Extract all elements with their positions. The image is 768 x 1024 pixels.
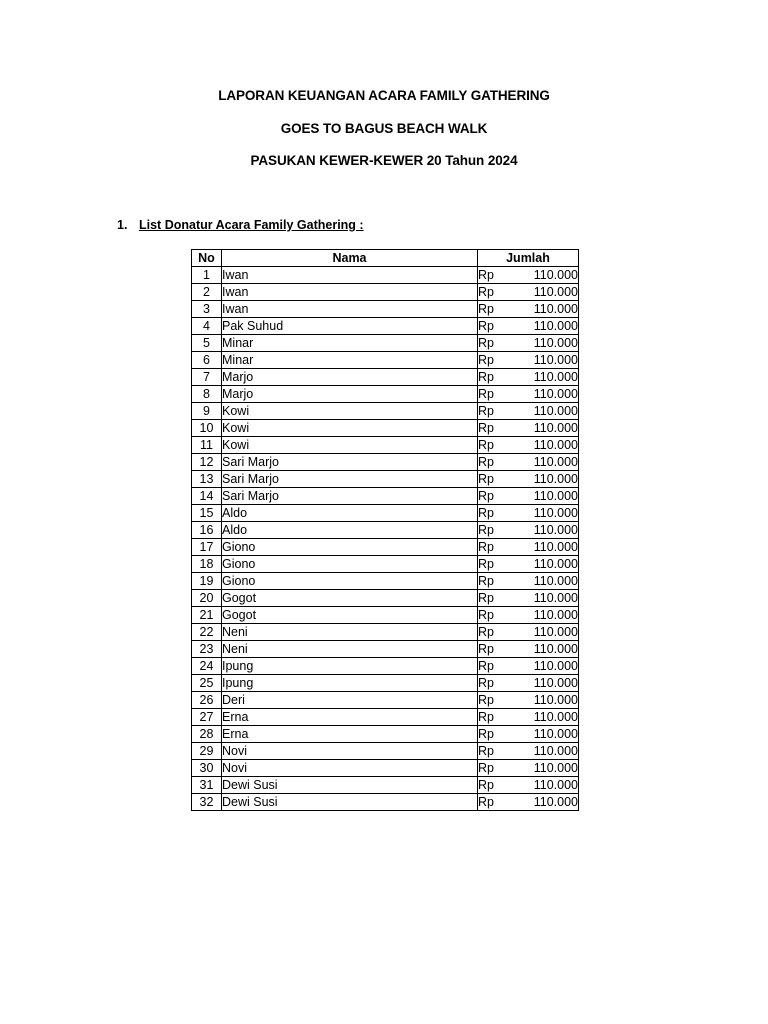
row-number: 15: [192, 505, 222, 522]
currency-label: Rp: [478, 336, 494, 350]
donor-name: Kowi: [222, 437, 478, 454]
amount-wrap: [478, 403, 578, 419]
donation-amount-cell: [478, 658, 579, 675]
table-row: [192, 471, 579, 488]
donor-name: Kowi: [222, 403, 478, 420]
donor-name: Neni: [222, 641, 478, 658]
currency-label: Rp: [478, 353, 494, 367]
amount-value: 110.000: [533, 319, 578, 333]
donation-amount-cell: [478, 488, 579, 505]
header-nama: Nama: [222, 250, 478, 267]
amount-wrap: [478, 692, 578, 708]
table-row: [192, 641, 579, 658]
table-row: [192, 675, 579, 692]
amount-wrap: [478, 437, 578, 453]
donor-name: Giono: [222, 539, 478, 556]
donor-name: Sari Marjo: [222, 454, 478, 471]
currency-label: Rp: [478, 472, 494, 486]
amount-wrap: [478, 335, 578, 351]
currency-label: Rp: [478, 404, 494, 418]
amount-value: 110.000: [533, 761, 578, 775]
amount-wrap: [478, 539, 578, 555]
section-heading: [117, 218, 364, 232]
donation-amount-cell: [478, 454, 579, 471]
table-row: [192, 403, 579, 420]
donor-name: Neni: [222, 624, 478, 641]
table-header-row: [192, 250, 579, 267]
amount-value: 110.000: [533, 625, 578, 639]
donor-table: [191, 249, 579, 811]
table-row: [192, 590, 579, 607]
table-row: [192, 267, 579, 284]
table-row: [192, 777, 579, 794]
amount-value: 110.000: [533, 574, 578, 588]
donation-amount-cell: [478, 539, 579, 556]
amount-value: 110.000: [533, 744, 578, 758]
currency-label: Rp: [478, 319, 494, 333]
amount-value: 110.000: [533, 591, 578, 605]
amount-wrap: [478, 777, 578, 793]
table-row: [192, 284, 579, 301]
row-number: 9: [192, 403, 222, 420]
donor-table-body: [192, 267, 579, 811]
table-row: [192, 301, 579, 318]
row-number: 14: [192, 488, 222, 505]
amount-value: 110.000: [533, 438, 578, 452]
currency-label: Rp: [478, 608, 494, 622]
amount-value: 110.000: [533, 795, 578, 809]
row-number: 25: [192, 675, 222, 692]
currency-label: Rp: [478, 523, 494, 537]
amount-wrap: [478, 556, 578, 572]
row-number: 11: [192, 437, 222, 454]
donor-name: Aldo: [222, 505, 478, 522]
amount-value: 110.000: [533, 285, 578, 299]
donor-name: Gogot: [222, 590, 478, 607]
donation-amount-cell: [478, 607, 579, 624]
row-number: 16: [192, 522, 222, 539]
donation-amount-cell: [478, 794, 579, 811]
amount-value: 110.000: [533, 268, 578, 282]
donor-name: Minar: [222, 352, 478, 369]
amount-wrap: [478, 471, 578, 487]
donation-amount-cell: [478, 301, 579, 318]
donation-amount-cell: [478, 641, 579, 658]
amount-value: 110.000: [533, 387, 578, 401]
donation-amount-cell: [478, 352, 579, 369]
donation-amount-cell: [478, 726, 579, 743]
table-row: [192, 505, 579, 522]
row-number: 30: [192, 760, 222, 777]
currency-label: Rp: [478, 489, 494, 503]
currency-label: Rp: [478, 710, 494, 724]
donation-amount-cell: [478, 556, 579, 573]
row-number: 32: [192, 794, 222, 811]
amount-value: 110.000: [533, 421, 578, 435]
currency-label: Rp: [478, 370, 494, 384]
table-row: [192, 488, 579, 505]
amount-wrap: [478, 641, 578, 657]
report-subtitle: GOES TO BAGUS BEACH WALK: [280, 121, 488, 136]
currency-label: Rp: [478, 387, 494, 401]
table-row: [192, 573, 579, 590]
amount-value: 110.000: [533, 353, 578, 367]
amount-wrap: [478, 573, 578, 589]
amount-value: 110.000: [533, 336, 578, 350]
amount-wrap: [478, 267, 578, 283]
donor-name: Iwan: [222, 301, 478, 318]
table-row: [192, 352, 579, 369]
donor-name: Minar: [222, 335, 478, 352]
amount-wrap: [478, 301, 578, 317]
amount-wrap: [478, 675, 578, 691]
amount-value: 110.000: [533, 540, 578, 554]
amount-wrap: [478, 607, 578, 623]
donation-amount-cell: [478, 675, 579, 692]
donor-name: Sari Marjo: [222, 471, 478, 488]
amount-wrap: [478, 522, 578, 538]
currency-label: Rp: [478, 574, 494, 588]
amount-value: 110.000: [533, 778, 578, 792]
row-number: 27: [192, 709, 222, 726]
donor-name: Giono: [222, 556, 478, 573]
donor-name: Iwan: [222, 267, 478, 284]
currency-label: Rp: [478, 761, 494, 775]
donor-name: Dewi Susi: [222, 794, 478, 811]
donation-amount-cell: [478, 267, 579, 284]
currency-label: Rp: [478, 540, 494, 554]
amount-wrap: [478, 794, 578, 810]
table-row: [192, 437, 579, 454]
amount-wrap: [478, 284, 578, 300]
amount-wrap: [478, 318, 578, 334]
table-row: [192, 743, 579, 760]
row-number: 29: [192, 743, 222, 760]
amount-value: 110.000: [533, 506, 578, 520]
table-row: [192, 318, 579, 335]
amount-wrap: [478, 709, 578, 725]
donation-amount-cell: [478, 471, 579, 488]
currency-label: Rp: [478, 642, 494, 656]
table-row: [192, 726, 579, 743]
donor-name: Pak Suhud: [222, 318, 478, 335]
row-number: 23: [192, 641, 222, 658]
amount-wrap: [478, 505, 578, 521]
currency-label: Rp: [478, 625, 494, 639]
row-number: 18: [192, 556, 222, 573]
row-number: 21: [192, 607, 222, 624]
currency-label: Rp: [478, 455, 494, 469]
currency-label: Rp: [478, 285, 494, 299]
row-number: 3: [192, 301, 222, 318]
amount-wrap: [478, 658, 578, 674]
currency-label: Rp: [478, 506, 494, 520]
amount-value: 110.000: [533, 370, 578, 384]
amount-wrap: [478, 352, 578, 368]
currency-label: Rp: [478, 557, 494, 571]
row-number: 2: [192, 284, 222, 301]
donation-amount-cell: [478, 590, 579, 607]
currency-label: Rp: [478, 727, 494, 741]
donation-amount-cell: [478, 420, 579, 437]
table-row: [192, 692, 579, 709]
amount-value: 110.000: [533, 489, 578, 503]
row-number: 6: [192, 352, 222, 369]
donation-amount-cell: [478, 777, 579, 794]
table-row: [192, 709, 579, 726]
donor-name: Novi: [222, 760, 478, 777]
donation-amount-cell: [478, 386, 579, 403]
amount-value: 110.000: [533, 659, 578, 673]
row-number: 1: [192, 267, 222, 284]
table-row: [192, 386, 579, 403]
table-row: [192, 760, 579, 777]
donation-amount-cell: [478, 624, 579, 641]
section-number: 1.: [117, 218, 128, 232]
currency-label: Rp: [478, 268, 494, 282]
table-row: [192, 658, 579, 675]
donation-amount-cell: [478, 437, 579, 454]
report-organizer: PASUKAN KEWER-KEWER 20 Tahun 2024: [250, 153, 518, 168]
header-no: No: [192, 250, 222, 267]
table-row: [192, 335, 579, 352]
donor-name: Novi: [222, 743, 478, 760]
amount-wrap: [478, 590, 578, 606]
amount-value: 110.000: [533, 727, 578, 741]
amount-value: 110.000: [533, 472, 578, 486]
donation-amount-cell: [478, 573, 579, 590]
donor-name: Dewi Susi: [222, 777, 478, 794]
table-row: [192, 420, 579, 437]
currency-label: Rp: [478, 421, 494, 435]
amount-value: 110.000: [533, 455, 578, 469]
amount-value: 110.000: [533, 642, 578, 656]
amount-wrap: [478, 454, 578, 470]
donation-amount-cell: [478, 403, 579, 420]
row-number: 13: [192, 471, 222, 488]
donor-name: Iwan: [222, 284, 478, 301]
donor-name: Kowi: [222, 420, 478, 437]
row-number: 22: [192, 624, 222, 641]
donation-amount-cell: [478, 505, 579, 522]
donation-amount-cell: [478, 760, 579, 777]
donation-amount-cell: [478, 743, 579, 760]
table-row: [192, 369, 579, 386]
donor-name: Erna: [222, 709, 478, 726]
donor-name: Ipung: [222, 658, 478, 675]
donation-amount-cell: [478, 369, 579, 386]
amount-value: 110.000: [533, 693, 578, 707]
donor-name: Sari Marjo: [222, 488, 478, 505]
donor-name: Aldo: [222, 522, 478, 539]
row-number: 19: [192, 573, 222, 590]
row-number: 4: [192, 318, 222, 335]
row-number: 10: [192, 420, 222, 437]
currency-label: Rp: [478, 744, 494, 758]
donation-amount-cell: [478, 692, 579, 709]
row-number: 31: [192, 777, 222, 794]
donor-name: Erna: [222, 726, 478, 743]
currency-label: Rp: [478, 795, 494, 809]
currency-label: Rp: [478, 302, 494, 316]
row-number: 8: [192, 386, 222, 403]
amount-wrap: [478, 726, 578, 742]
donor-name: Gogot: [222, 607, 478, 624]
currency-label: Rp: [478, 591, 494, 605]
header-jumlah: Jumlah: [478, 250, 579, 267]
currency-label: Rp: [478, 438, 494, 452]
amount-value: 110.000: [533, 608, 578, 622]
currency-label: Rp: [478, 778, 494, 792]
donor-name: Ipung: [222, 675, 478, 692]
currency-label: Rp: [478, 676, 494, 690]
amount-value: 110.000: [533, 302, 578, 316]
donor-name: Marjo: [222, 386, 478, 403]
amount-wrap: [478, 369, 578, 385]
amount-wrap: [478, 743, 578, 759]
amount-value: 110.000: [533, 676, 578, 690]
amount-wrap: [478, 386, 578, 402]
amount-wrap: [478, 488, 578, 504]
table-row: [192, 556, 579, 573]
table-row: [192, 794, 579, 811]
currency-label: Rp: [478, 659, 494, 673]
donation-amount-cell: [478, 522, 579, 539]
table-row: [192, 624, 579, 641]
row-number: 26: [192, 692, 222, 709]
table-row: [192, 607, 579, 624]
amount-value: 110.000: [533, 557, 578, 571]
section-title: List Donatur Acara Family Gathering :: [139, 218, 364, 232]
row-number: 17: [192, 539, 222, 556]
table-row: [192, 522, 579, 539]
table-row: [192, 539, 579, 556]
table-row: [192, 454, 579, 471]
amount-value: 110.000: [533, 523, 578, 537]
donor-name: Giono: [222, 573, 478, 590]
report-title: LAPORAN KEUANGAN ACARA FAMILY GATHERING: [218, 88, 550, 103]
amount-wrap: [478, 760, 578, 776]
donation-amount-cell: [478, 335, 579, 352]
amount-wrap: [478, 624, 578, 640]
donation-amount-cell: [478, 709, 579, 726]
donation-amount-cell: [478, 284, 579, 301]
row-number: 12: [192, 454, 222, 471]
donation-amount-cell: [478, 318, 579, 335]
amount-wrap: [478, 420, 578, 436]
amount-value: 110.000: [533, 404, 578, 418]
row-number: 28: [192, 726, 222, 743]
donor-name: Deri: [222, 692, 478, 709]
row-number: 20: [192, 590, 222, 607]
row-number: 7: [192, 369, 222, 386]
row-number: 24: [192, 658, 222, 675]
donor-name: Marjo: [222, 369, 478, 386]
currency-label: Rp: [478, 693, 494, 707]
row-number: 5: [192, 335, 222, 352]
amount-value: 110.000: [533, 710, 578, 724]
